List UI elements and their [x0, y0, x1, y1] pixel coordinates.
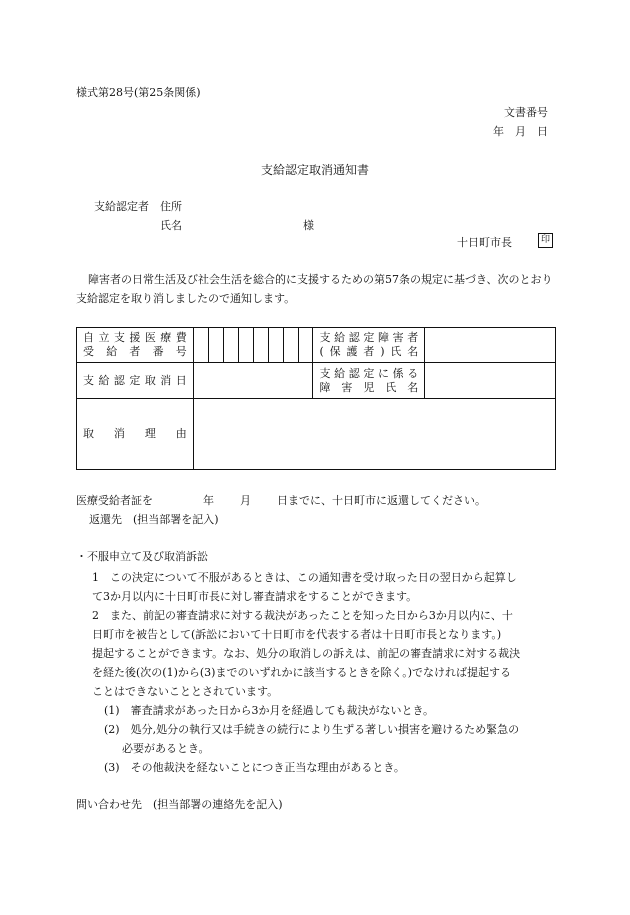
recipient-number-cells[interactable]: [193, 328, 313, 363]
return-line: 医療受給者証を 年 月 日までに、十日町市に返還してください。: [76, 494, 486, 507]
form-number: 様式第28号(第25条関係): [76, 86, 201, 99]
appeal-p2-line5: ことはできないこととされています。: [92, 685, 279, 698]
cancel-date-label: 支給認定取消日: [77, 363, 194, 399]
appeal-p2-line2: 日町市を被告として(訴訟において十日町市を代表する者は十日町市長となります。): [92, 628, 502, 641]
cancel-date-value[interactable]: [193, 363, 313, 399]
contact-line: 問い合わせ先 (担当部署の連絡先を記入): [76, 798, 283, 811]
appeal-p1-line1: 1 この決定について不服があるときは、この通知書を受け取った日の翌日から起算し: [92, 571, 517, 584]
appeal-p2-line3: 提起することができます。なお、処分の取消しの訴えは、前記の審査請求に対する裁決: [92, 647, 521, 660]
appeal-p2-line1: 2 また、前記の審査請求に対する裁決があったことを知った日から3か月以内に、十: [92, 609, 513, 622]
document-title: 支給認定取消通知書: [260, 163, 369, 177]
name-label: 氏名: [160, 219, 182, 232]
child-name-value[interactable]: [425, 363, 556, 399]
issuer-name: 十日町市長: [457, 236, 512, 249]
child-name-label: 支給認定に係る 障害児氏名: [313, 363, 425, 399]
intro-paragraph: 障害者の日常生活及び社会生活を総合的に支援するための第57条の規定に基づき、次のとおり支給認定を取り消しましたので通知します。: [76, 273, 553, 305]
cancel-reason-value[interactable]: [193, 399, 555, 470]
appeal-item-1: (1) 審査請求があった日から3か月を経過しても裁決がないとき。: [104, 704, 435, 717]
recipient-label: 支給認定者: [94, 200, 149, 213]
appeal-p1-line2: て3か月以内に十日町市長に対し審査請求をすることができます。: [92, 590, 418, 603]
appeal-item-2-line2: 必要があるとき。: [122, 742, 210, 755]
honorific: 様: [303, 219, 314, 232]
recipient-number-label: 自立支援医療費 受給者番号: [77, 328, 194, 363]
patient-name-label: 支給認定障害者 (保護者)氏名: [313, 328, 425, 363]
cancel-reason-label: 取消理由: [77, 399, 194, 470]
patient-name-value[interactable]: [425, 328, 556, 363]
appeal-p2-line4: を経た後(次の(1)から(3)までのいずれかに該当するときを除く。)でなければ提起する: [92, 666, 512, 679]
appeal-item-3: (3) その他裁決を経ないことにつき正当な理由があるとき。: [104, 761, 405, 774]
address-label: 住所: [160, 200, 182, 213]
appeal-heading: ・不服申立て及び取消訴訟: [76, 550, 208, 563]
info-table: [76, 327, 556, 470]
appeal-item-2-line1: (2) 処分,処分の執行又は手続きの続行により生ずる著しい損害を避けるため緊急の: [104, 723, 520, 736]
return-destination: 返還先 (担当部署を記入): [89, 513, 219, 526]
document-number: 文書番号: [504, 106, 548, 119]
appeal-section: [76, 568, 566, 777]
seal-mark: 印: [538, 233, 553, 248]
date: 年 月 日: [493, 125, 548, 138]
